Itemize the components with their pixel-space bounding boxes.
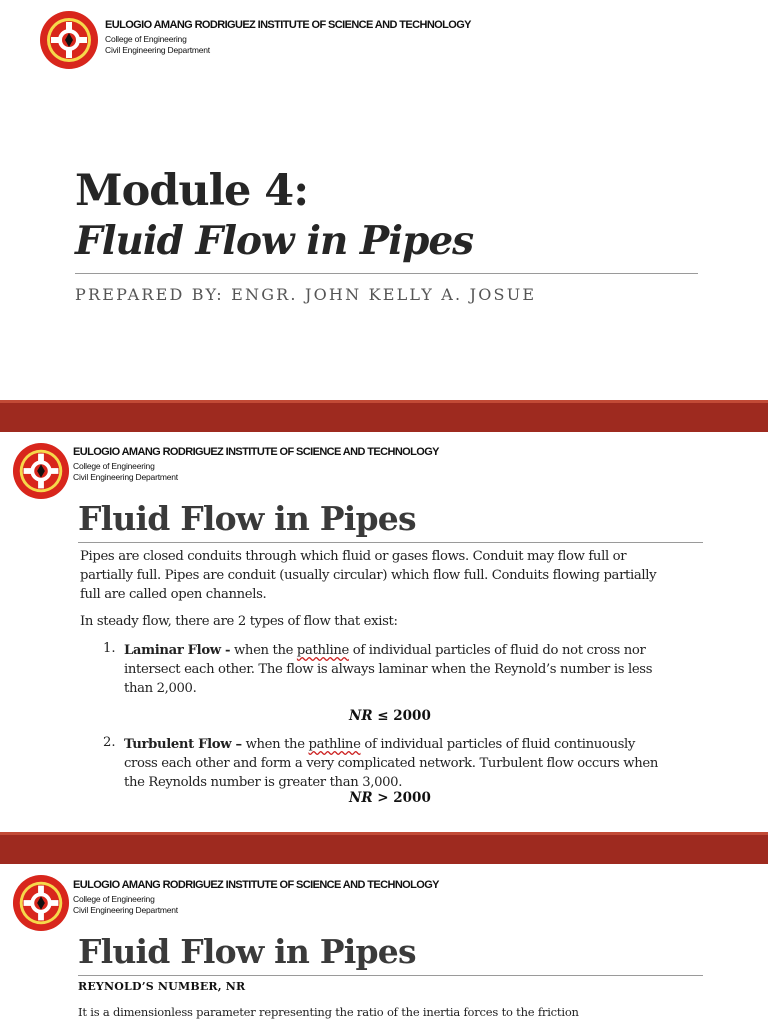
- slide-2: [0, 432, 768, 832]
- spellcheck-flag: pathline: [308, 737, 361, 752]
- reynolds-number-definition: It is a dimensionless parameter representing the ratio of the inertia forces to the friction: [78, 1005, 579, 1019]
- institution-logo-icon: [12, 874, 70, 932]
- department-name: Civil Engineering Department: [73, 472, 178, 482]
- turbulent-flow-term: Turbulent Flow –: [124, 737, 242, 752]
- institution-logo-icon: [12, 442, 70, 500]
- college-name: College of Engineering: [105, 34, 187, 44]
- definition-text: of individual particles of fluid continuously cross each other and form a very complicated network. Turbulent flow occurs when the Reynolds number is greater than 3,000.: [124, 737, 658, 790]
- slide-divider-band: [0, 403, 768, 432]
- institution-name: EULOGIO AMANG RODRIGUEZ INSTITUTE OF SCIENCE AND TECHNOLOGY: [105, 19, 471, 31]
- list-number: 1.: [103, 641, 116, 656]
- laminar-equation: [349, 708, 431, 724]
- title-divider: [78, 542, 703, 543]
- reynolds-number-heading: REYNOLD’S NUMBER, NR: [78, 980, 246, 993]
- prepared-by: PREPARED BY: ENGR. JOHN KELLY A. JOSUE: [75, 285, 537, 304]
- equation-variable: NR: [349, 790, 373, 806]
- institution-name: EULOGIO AMANG RODRIGUEZ INSTITUTE OF SCIENCE AND TECHNOLOGY: [73, 879, 439, 891]
- institution-name: EULOGIO AMANG RODRIGUEZ INSTITUTE OF SCIENCE AND TECHNOLOGY: [73, 446, 439, 458]
- department-name: Civil Engineering Department: [73, 905, 178, 915]
- turbulent-equation: [349, 790, 431, 806]
- institution-logo-icon: [39, 10, 99, 70]
- laminar-flow-term: Laminar Flow -: [124, 643, 231, 658]
- equation-variable: NR: [349, 708, 373, 724]
- laminar-flow-item: [124, 641, 664, 698]
- title-divider: [78, 975, 703, 976]
- college-name: College of Engineering: [73, 461, 155, 471]
- college-name: College of Engineering: [73, 894, 155, 904]
- intro-paragraph: Pipes are closed conduits through which fluid or gases flows. Conduit may flow full or partially full. Pipes are conduit (usually circular) which flow full. Conduits flowing partially full are called open channels.: [80, 549, 657, 602]
- definition-text: when the: [230, 643, 297, 658]
- list-number: 2.: [103, 735, 116, 750]
- slide-title: Fluid Flow in Pipes: [78, 932, 416, 971]
- definition-text: of individual particles of fluid do not cross nor intersect each other. The flow is always laminar when the Reynold’s number is less than 2,000.: [124, 643, 653, 696]
- steady-flow-text: In steady flow, there are 2 types of flow that exist:: [80, 614, 398, 629]
- slide-1: [0, 0, 768, 400]
- module-title: Fluid Flow in Pipes: [75, 218, 474, 264]
- module-number: Module 4:: [75, 166, 309, 216]
- title-divider: [75, 273, 698, 274]
- equation-condition: ≤ 2000: [372, 708, 431, 724]
- equation-condition: > 2000: [372, 790, 431, 806]
- slide-3: [0, 864, 768, 1024]
- definition-text: when the: [241, 737, 309, 752]
- turbulent-flow-item: [124, 735, 664, 792]
- slide-divider-band: [0, 835, 768, 864]
- slide-title: Fluid Flow in Pipes: [78, 499, 416, 538]
- department-name: Civil Engineering Department: [105, 45, 210, 55]
- spellcheck-flag: pathline: [296, 643, 349, 658]
